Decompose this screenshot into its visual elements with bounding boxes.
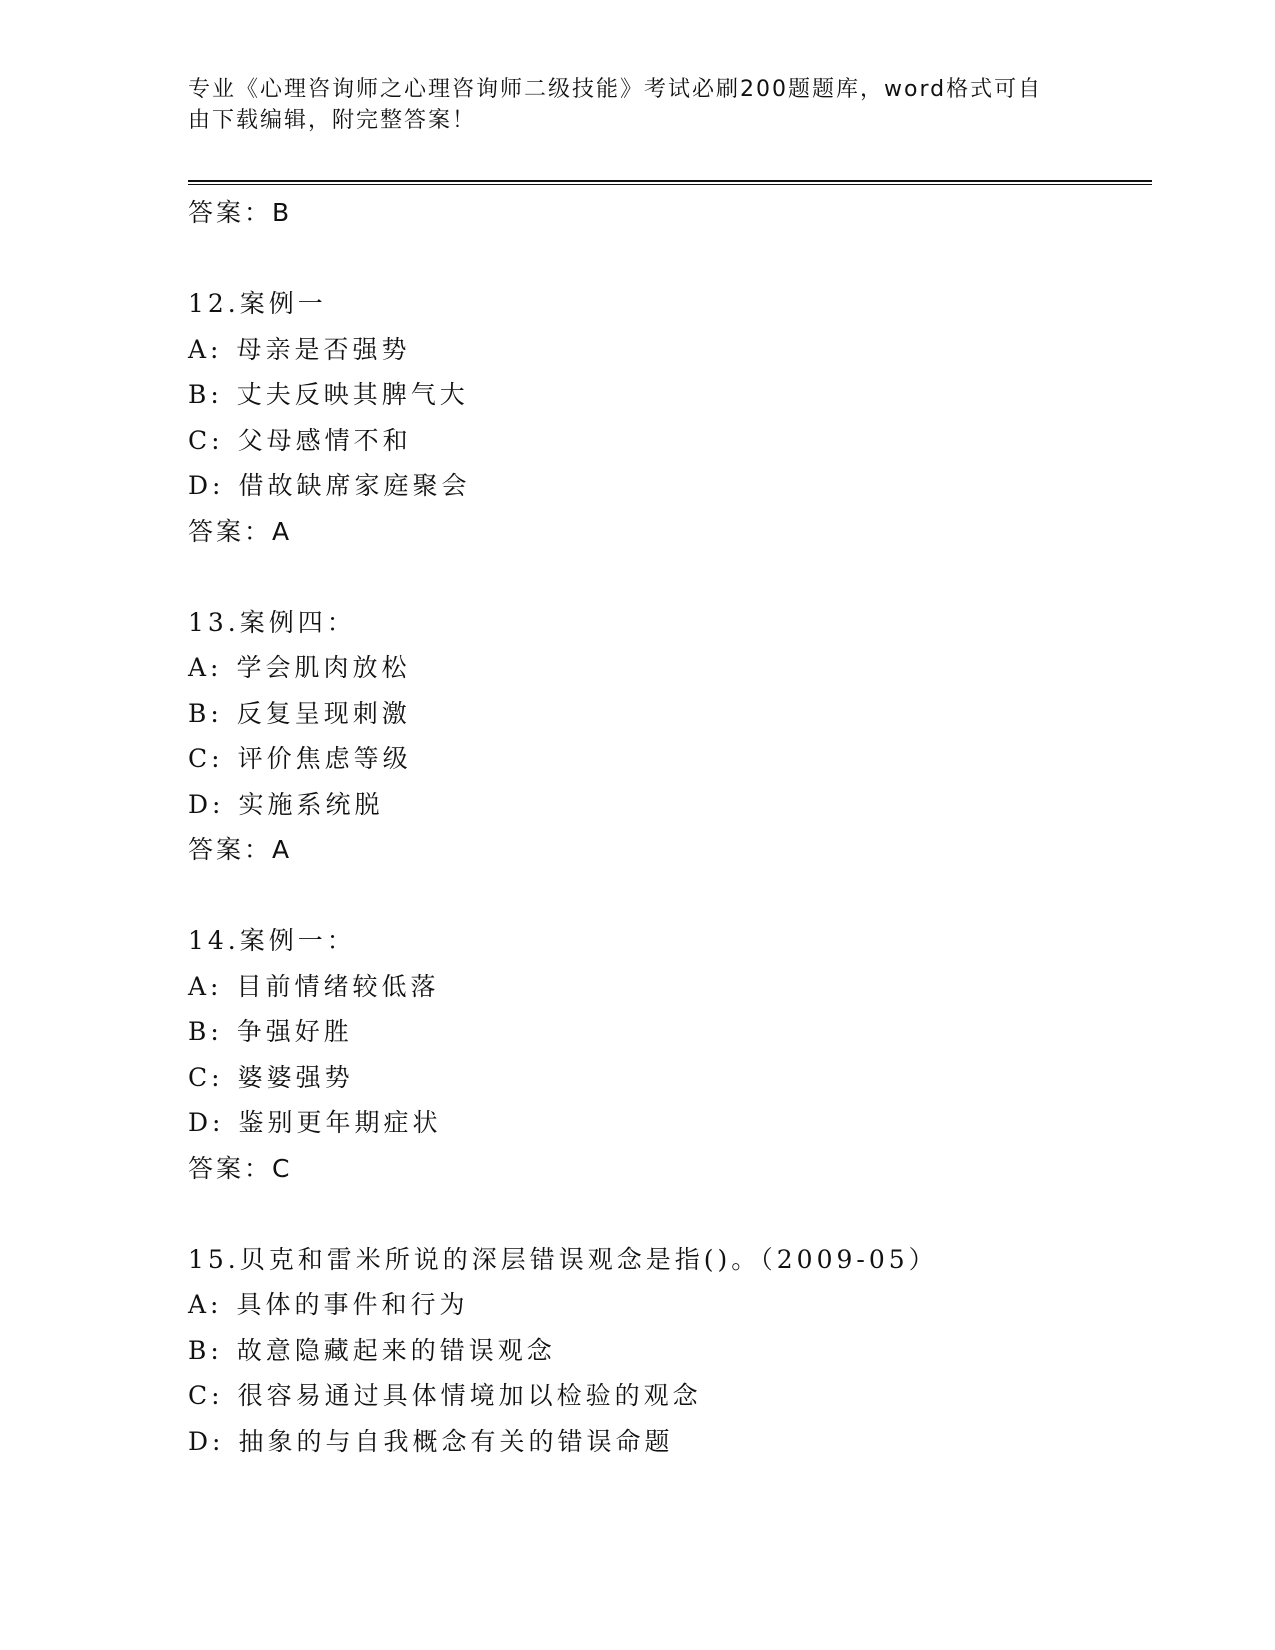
option-text: 反复呈现刺激 <box>236 698 411 728</box>
option-text: 借故缺席家庭聚会 <box>238 471 471 500</box>
spacer <box>188 873 1148 919</box>
option-row <box>188 782 1148 828</box>
option-label: B: <box>188 698 223 728</box>
option-label: D: <box>188 789 225 819</box>
option-label: A: <box>188 1290 223 1319</box>
option-label: B: <box>188 380 223 409</box>
option-text: 鉴别更年期症状 <box>238 1108 442 1137</box>
option-text: 目前情绪较低落 <box>236 971 440 1001</box>
option-text: 抽象的与自我概念有关的错误命题 <box>238 1426 674 1456</box>
option-row <box>188 1100 1148 1146</box>
option-label: C: <box>188 1062 224 1092</box>
option-label: B: <box>188 1017 223 1046</box>
option-label: A: <box>188 334 223 364</box>
option-row <box>188 736 1148 782</box>
option-text: 母亲是否强势 <box>236 334 411 364</box>
question-block <box>188 1237 1148 1465</box>
option-label: C: <box>188 1381 224 1410</box>
option-label: D: <box>188 471 225 500</box>
question-block <box>188 600 1148 873</box>
option-label: C: <box>188 744 224 773</box>
option-label: A: <box>188 653 223 682</box>
header-divider-thin <box>188 184 1152 185</box>
question-title: 15.贝克和雷米所说的深层错误观念是指()。（2009-05） <box>188 1244 938 1274</box>
option-label: D: <box>188 1426 225 1456</box>
option-row <box>188 1419 1148 1465</box>
option-text: 很容易通过具体情境加以检验的观念 <box>237 1381 702 1410</box>
question-title: 13.案例四： <box>188 607 356 637</box>
option-text: 父母感情不和 <box>237 425 412 455</box>
question-block <box>188 918 1148 1191</box>
option-row <box>188 1009 1148 1055</box>
question-title: 12.案例一 <box>188 289 327 318</box>
option-text: 具体的事件和行为 <box>236 1290 469 1319</box>
answer-line: 答案：A <box>188 516 293 546</box>
option-row <box>188 372 1148 418</box>
header-divider-thick <box>188 180 1152 182</box>
option-label: D: <box>188 1108 225 1137</box>
header-line-2: 由下载编辑，附完整答案！ <box>188 108 477 133</box>
option-row <box>188 691 1148 737</box>
answer-line: 答案：B <box>188 198 293 227</box>
option-text: 实施系统脱 <box>238 789 384 819</box>
spacer <box>188 236 1148 282</box>
option-label: A: <box>188 971 223 1001</box>
document-header <box>188 74 1068 136</box>
option-text: 故意隐藏起来的错误观念 <box>236 1335 556 1365</box>
option-row <box>188 418 1148 464</box>
question-block <box>188 281 1148 554</box>
option-row <box>188 463 1148 509</box>
question-title: 14.案例一： <box>188 926 356 955</box>
option-text: 婆婆强势 <box>237 1062 354 1092</box>
question-list <box>188 190 1148 1464</box>
answer-line: 答案：C <box>188 1153 293 1183</box>
option-label: B: <box>188 1335 223 1365</box>
option-row <box>188 327 1148 373</box>
option-row <box>188 1282 1148 1328</box>
option-row <box>188 645 1148 691</box>
answer-line: 答案：A <box>188 835 293 864</box>
header-line-1: 专业《心理咨询师之心理咨询师二级技能》考试必刷200题题库，word格式可自 <box>188 77 1043 102</box>
option-row <box>188 1373 1148 1419</box>
option-text: 丈夫反映其脾气大 <box>236 380 469 409</box>
option-text: 学会肌肉放松 <box>236 653 411 682</box>
option-label: C: <box>188 425 224 455</box>
spacer <box>188 554 1148 600</box>
option-text: 争强好胜 <box>236 1017 353 1046</box>
option-row <box>188 1328 1148 1374</box>
spacer <box>188 1191 1148 1237</box>
option-row <box>188 964 1148 1010</box>
option-row <box>188 1055 1148 1101</box>
option-text: 评价焦虑等级 <box>237 744 412 773</box>
